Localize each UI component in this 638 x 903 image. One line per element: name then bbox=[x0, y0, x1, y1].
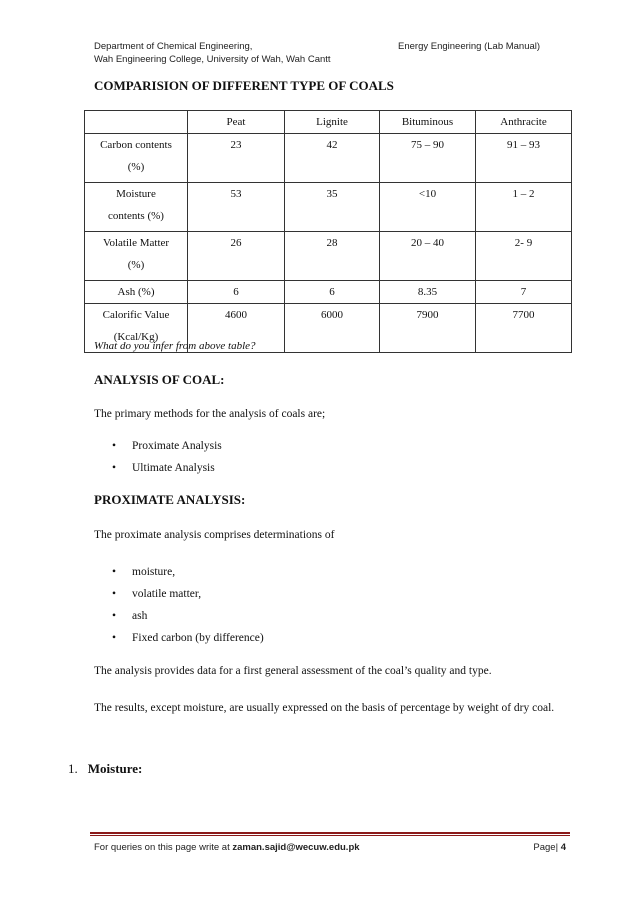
table-cell: 28 bbox=[285, 232, 380, 281]
bullet-icon: • bbox=[112, 462, 117, 474]
table-cell: 53 bbox=[188, 183, 285, 232]
section-heading-moisture bbox=[68, 761, 142, 777]
header-left bbox=[94, 40, 331, 66]
table-row bbox=[85, 281, 572, 304]
table-cell: 35 bbox=[285, 183, 380, 232]
row-label-calorific: Calorific Value (Kcal/Kg) bbox=[85, 304, 188, 353]
table-header-row bbox=[85, 111, 572, 134]
proximate-component-list bbox=[94, 561, 264, 649]
list-item: • volatile matter, bbox=[94, 583, 264, 605]
table-question: What do you infer from above table? bbox=[94, 340, 256, 352]
list-item: • ash bbox=[94, 605, 264, 627]
coal-comparison-table bbox=[84, 110, 572, 353]
table-cell: 7900 bbox=[380, 304, 476, 353]
table-cell: 91 – 93 bbox=[476, 134, 572, 183]
table-row bbox=[85, 232, 572, 281]
table-cell: 8.35 bbox=[380, 281, 476, 304]
table-cell: 7 bbox=[476, 281, 572, 304]
proximate-intro: The proximate analysis comprises determinations of bbox=[94, 529, 335, 541]
proximate-paragraph-1: The analysis provides data for a first general assessment of the coal’s quality and type. bbox=[94, 665, 492, 677]
header-cell-anthracite: Anthracite bbox=[476, 111, 572, 134]
table-cell: 6000 bbox=[285, 304, 380, 353]
proximate-paragraph-2: The results, except moisture, are usually expressed on the basis of percentage by weight of dry coal. bbox=[94, 702, 555, 714]
bullet-icon: • bbox=[112, 588, 117, 600]
table-cell: 1 – 2 bbox=[476, 183, 572, 232]
bullet-icon: • bbox=[112, 632, 117, 644]
list-item: • Proximate Analysis bbox=[94, 435, 222, 457]
row-label-moisture: Moisture contents (%) bbox=[85, 183, 188, 232]
footer-page bbox=[533, 842, 566, 853]
footer-divider bbox=[90, 832, 570, 834]
analysis-heading: ANALYSIS OF COAL: bbox=[94, 372, 225, 387]
header-cell-bituminous: Bituminous bbox=[380, 111, 476, 134]
footer-contact bbox=[94, 842, 360, 853]
footer-email-link[interactable]: zaman.sajid@wecuw.edu.pk bbox=[232, 842, 360, 853]
table-cell: 20 – 40 bbox=[380, 232, 476, 281]
table-cell: 42 bbox=[285, 134, 380, 183]
list-item: • Fixed carbon (by difference) bbox=[94, 627, 264, 649]
bullet-icon: • bbox=[112, 610, 117, 622]
proximate-heading: PROXIMATE ANALYSIS: bbox=[94, 492, 246, 507]
table-cell: 26 bbox=[188, 232, 285, 281]
table-cell: 6 bbox=[188, 281, 285, 304]
bullet-icon: • bbox=[112, 566, 117, 578]
table-cell: <10 bbox=[380, 183, 476, 232]
table-cell: 2- 9 bbox=[476, 232, 572, 281]
table-row bbox=[85, 183, 572, 232]
section-number: 1. bbox=[68, 761, 78, 776]
table-cell: 75 – 90 bbox=[380, 134, 476, 183]
analysis-intro: The primary methods for the analysis of coals are; bbox=[94, 408, 326, 420]
table-cell: 7700 bbox=[476, 304, 572, 353]
footer-divider-thin bbox=[90, 835, 570, 836]
footer-query-text: For queries on this page write at bbox=[94, 842, 233, 853]
analysis-method-list bbox=[94, 435, 222, 479]
table-title: COMPARISION OF DIFFERENT TYPE OF COALS bbox=[94, 78, 394, 93]
bullet-icon: • bbox=[112, 440, 117, 452]
header-cell-peat: Peat bbox=[188, 111, 285, 134]
row-label-ash: Ash (%) bbox=[85, 281, 188, 304]
list-item: • Ultimate Analysis bbox=[94, 457, 222, 479]
table-row bbox=[85, 134, 572, 183]
page-number: 4 bbox=[560, 842, 566, 853]
row-label-carbon: Carbon contents (%) bbox=[85, 134, 188, 183]
row-label-volatile: Volatile Matter (%) bbox=[85, 232, 188, 281]
page-label: Page| bbox=[533, 842, 561, 853]
header-cell-lignite: Lignite bbox=[285, 111, 380, 134]
header-college: Wah Engineering College, University of Wah, Wah Cantt bbox=[94, 54, 331, 65]
section-title: Moisture: bbox=[87, 761, 143, 776]
header-manual-title: Energy Engineering (Lab Manual) bbox=[398, 41, 541, 52]
list-item: • moisture, bbox=[94, 561, 264, 583]
header-cell-empty bbox=[85, 111, 188, 134]
table-cell: 23 bbox=[188, 134, 285, 183]
table-cell: 4600 bbox=[188, 304, 285, 353]
header-department: Department of Chemical Engineering, bbox=[94, 41, 253, 52]
table-cell: 6 bbox=[285, 281, 380, 304]
